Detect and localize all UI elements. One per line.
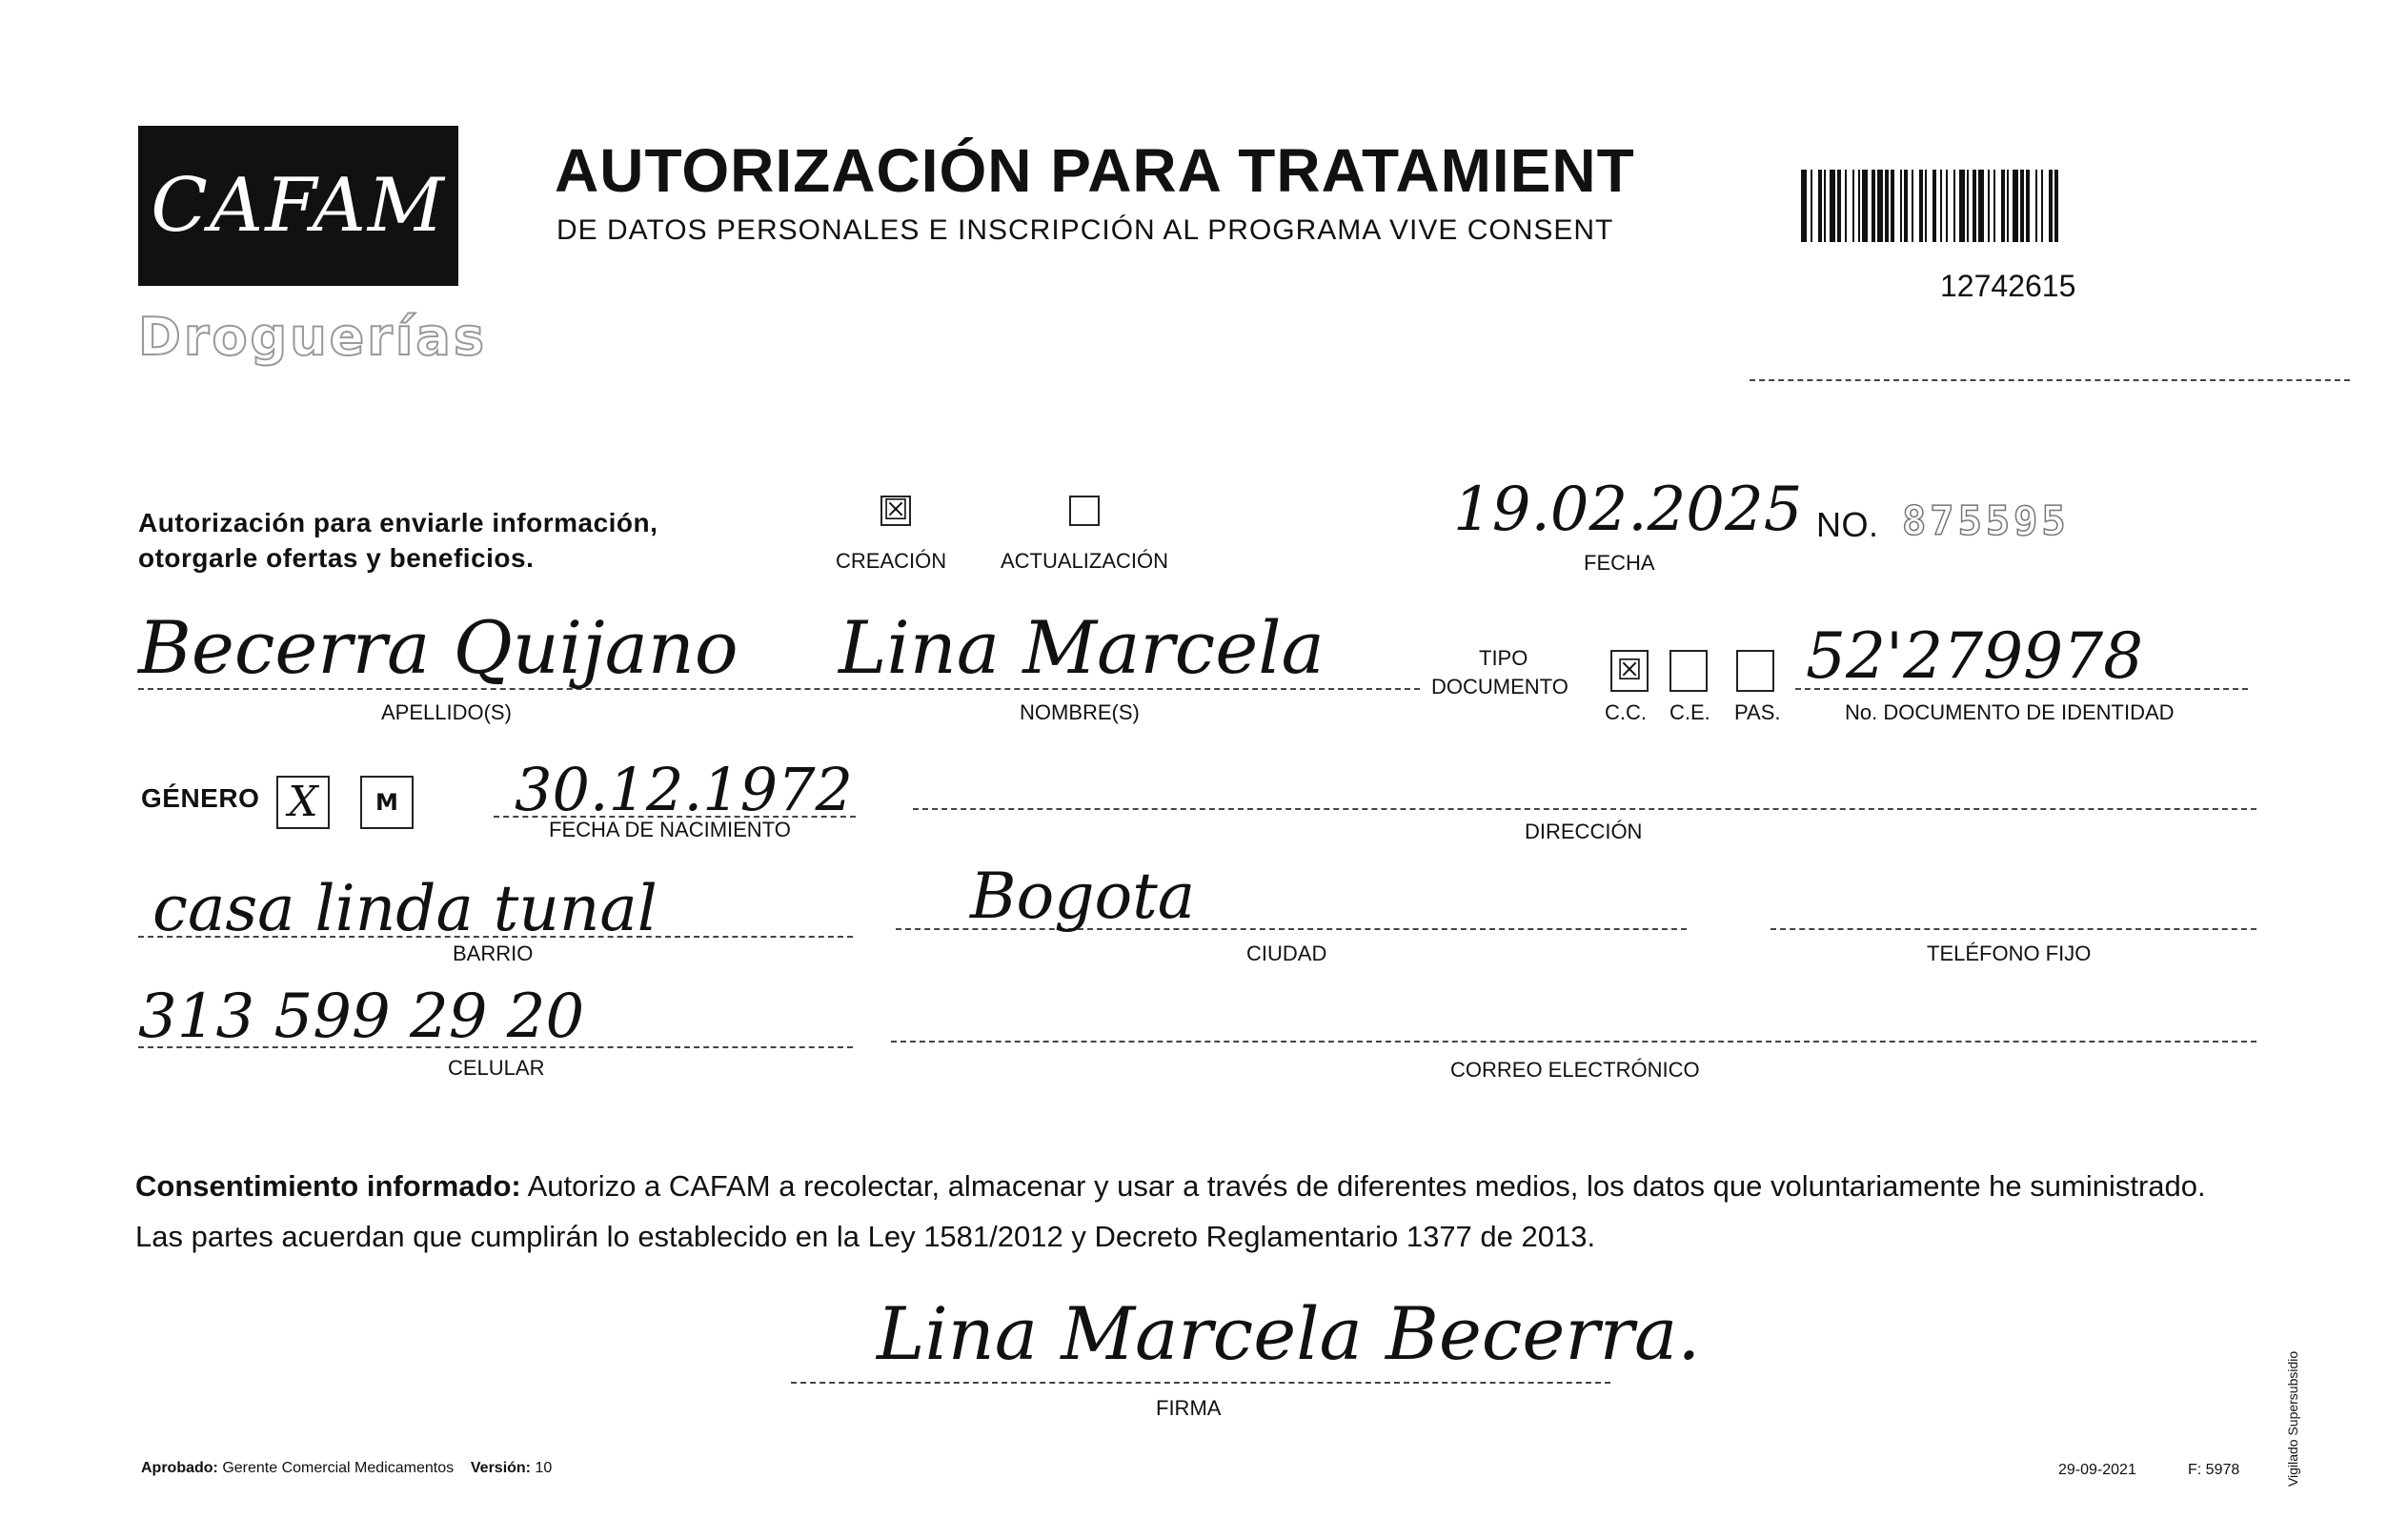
creation-checkbox[interactable] — [880, 496, 911, 526]
creation-label: CREACIÓN — [836, 549, 947, 573]
address-line — [913, 808, 2256, 810]
cc-label: C.C. — [1605, 700, 1647, 724]
signature-line — [791, 1382, 1610, 1384]
gender-m-label: M — [375, 789, 398, 816]
gender-f-mark: X — [288, 778, 318, 826]
approved-label: Aprobado: — [141, 1460, 218, 1476]
date-value[interactable]: 19.02.2025 — [1453, 475, 1803, 545]
doc-number-value[interactable]: 52'279978 — [1806, 619, 2144, 693]
footer-date: 29-09-2021 — [2058, 1462, 2136, 1478]
email-line — [891, 1041, 2256, 1043]
neighborhood-label: BARRIO — [453, 942, 534, 965]
date-label: FECHA — [1584, 551, 1655, 575]
cc-checkbox[interactable] — [1610, 650, 1649, 692]
check-mark-icon: ☒ — [882, 494, 909, 527]
ce-label: C.E. — [1669, 700, 1710, 724]
barcode-number: 12742615 — [1940, 269, 2076, 303]
consent-paragraph — [135, 1161, 2206, 1211]
consent-line-1: Autorizo a CAFAM a recolectar, almacenar y usar a través de diferentes medios, los datos que voluntariamente he suministrado. — [527, 1169, 2206, 1203]
signature-value[interactable]: Lina Marcela Becerra. — [877, 1291, 1701, 1376]
update-label: ACTUALIZACIÓN — [1001, 549, 1169, 573]
name-label: NOMBRE(S) — [1020, 700, 1140, 724]
email-label: CORREO ELECTRÓNICO — [1450, 1058, 1700, 1082]
mobile-value[interactable]: 313 599 29 20 — [138, 982, 585, 1052]
address-label: DIRECCIÓN — [1525, 820, 1643, 843]
footer-code: F: 5978 — [2188, 1462, 2240, 1478]
landline-label: TELÉFONO FIJO — [1927, 942, 2092, 965]
mobile-label: CELULAR — [448, 1056, 545, 1080]
form-number: 875595 — [1902, 497, 2070, 544]
logo-subtext: Droguerías — [138, 307, 487, 367]
birth-value[interactable]: 30.12.1972 — [515, 755, 853, 824]
landline-line — [1771, 928, 2256, 930]
ce-checkbox[interactable] — [1669, 650, 1708, 692]
check-mark-icon: ☒ — [1616, 654, 1643, 687]
doc-number-label: No. DOCUMENTO DE IDENTIDAD — [1845, 700, 2175, 724]
city-label: CIUDAD — [1246, 942, 1327, 965]
update-checkbox[interactable] — [1069, 496, 1100, 526]
form-subtitle: DE DATOS PERSONALES E INSCRIPCIÓN AL PROGRAMA VIVE CONSENT — [556, 214, 1614, 246]
gender-m-checkbox[interactable] — [360, 776, 414, 829]
doc-type-label-1: TIPO — [1479, 646, 1528, 670]
vertical-text: Vigilado Supersubsidio — [2285, 1350, 2300, 1487]
consent-heading: Consentimiento informado: — [135, 1169, 521, 1203]
consent-line-2: Las partes acuerdan que cumplirán lo establecido en la Ley 1581/2012 y Decreto Reglamentario 1377 de 2013. — [135, 1220, 1596, 1253]
version-label: Versión: — [470, 1460, 532, 1476]
barcode — [1801, 170, 2182, 242]
form-title: AUTORIZACIÓN PARA TRATAMIENT — [555, 136, 1635, 205]
footer-approved — [141, 1460, 552, 1477]
pas-checkbox[interactable] — [1736, 650, 1774, 692]
birth-label: FECHA DE NACIMIENTO — [549, 818, 791, 841]
approved-value: Gerente Comercial Medicamentos — [222, 1460, 455, 1476]
intro-line-1: Autorización para enviarle información, — [138, 508, 658, 537]
barcode-bar — [2054, 170, 2058, 242]
surname-label: APELLIDO(S) — [381, 700, 512, 724]
number-label: NO. — [1816, 505, 1879, 544]
logo-text: CAFAM — [151, 163, 446, 249]
header-divider — [1750, 379, 2350, 381]
surname-value[interactable]: Becerra Quijano — [138, 605, 739, 690]
gender-label: GÉNERO — [141, 783, 260, 813]
pas-label: PAS. — [1734, 700, 1781, 724]
name-value[interactable]: Lina Marcela — [839, 605, 1325, 690]
version-value: 10 — [535, 1460, 553, 1476]
intro-line-2: otorgarle ofertas y beneficios. — [138, 543, 535, 573]
cafam-logo — [138, 126, 458, 286]
city-value[interactable]: Bogota — [970, 860, 1196, 933]
neighborhood-value[interactable]: casa linda tunal — [152, 872, 658, 945]
gender-f-checkbox[interactable] — [276, 776, 330, 829]
signature-label: FIRMA — [1156, 1396, 1222, 1420]
doc-type-label-2: DOCUMENTO — [1431, 675, 1568, 699]
